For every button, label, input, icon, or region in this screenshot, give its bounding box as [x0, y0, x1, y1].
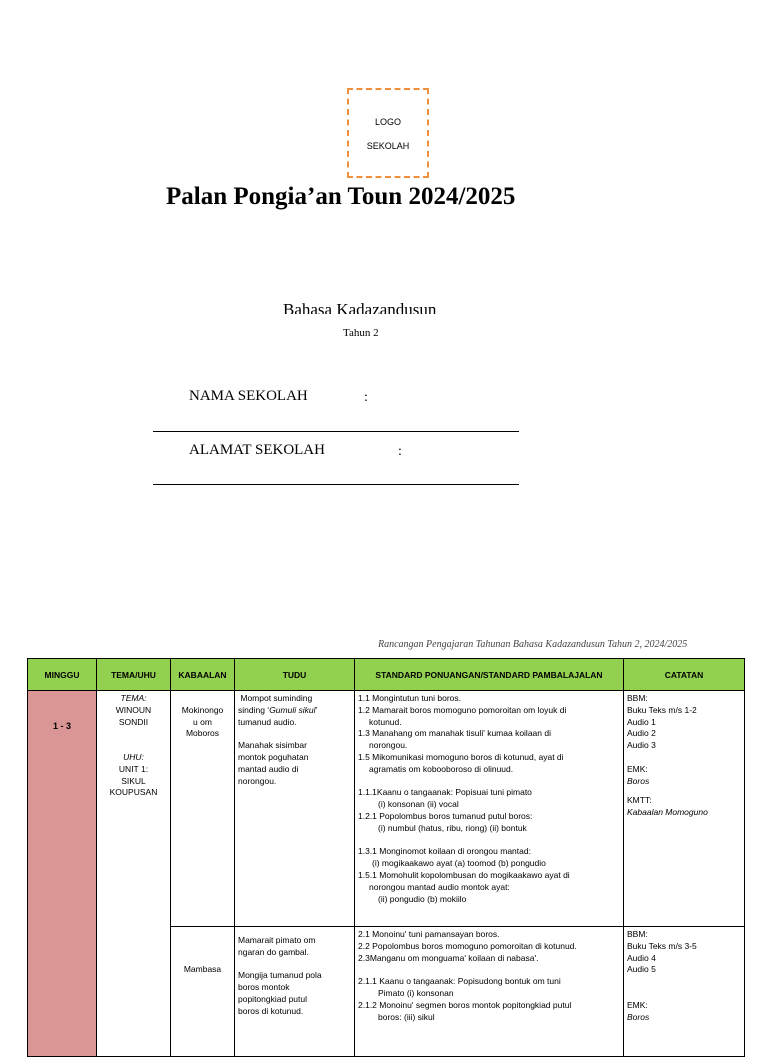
tema-label: TEMA:	[120, 693, 147, 703]
bbm-item: Audio 4	[627, 952, 656, 963]
standard-line: Pimato (i) konsonan	[378, 987, 454, 998]
emk-label: EMK:	[627, 763, 648, 774]
standard-line: 1.2 Mamarait boros momoguno pomoroitan om loyuk di	[358, 704, 567, 715]
uhu-line-2: SIKUL	[121, 775, 146, 786]
standard-line: 1.5.1 Momohulit kopolombusan do mogikaakawo ayat di	[358, 869, 570, 880]
tudu-line-4: Manahak sisimbar	[238, 740, 307, 751]
uhu-line-3: KOUPUSAN	[109, 787, 158, 798]
year-label: Tahun 2	[343, 327, 379, 339]
standard-line: 1.5 Mikomunikasi momoguno boros di kotunud, ayat di	[358, 751, 564, 762]
tudu-cell	[235, 691, 355, 927]
kabaalan-line-1: Mokinongo	[181, 704, 224, 715]
header-catatan: CATATAN	[624, 659, 745, 691]
table-caption: Rancangan Pengajaran Tahunan Bahasa Kadazandusun Tahun 2, 2024/2025	[378, 639, 688, 650]
tema-cell	[97, 691, 171, 1057]
bbm-item: Buku Teks m/s 3-5	[627, 940, 697, 951]
standard-line: 1.3.1 Monginomot koilaan di orongou mantad:	[358, 846, 531, 857]
standard-line: (ii) pongudio (b) mokiilo	[378, 893, 467, 904]
bbm-label: BBM:	[627, 929, 648, 939]
tudu-line-1: Mamarait pimato om	[238, 935, 316, 945]
kmtt-value: Kabaalan Momoguno	[627, 807, 708, 818]
school-name-colon: :	[364, 390, 368, 405]
standard-line: (i) konsonan (ii) vocal	[378, 799, 459, 810]
tudu-line-3: tumanud audio.	[238, 716, 297, 727]
school-name-label: NAMA SEKOLAH	[189, 388, 308, 404]
standard-cell	[355, 927, 624, 1057]
standard-line: kotunud.	[369, 716, 402, 727]
standard-line: (i) numbul (hatus, ribu, riong) (ii) bontuk	[378, 822, 527, 833]
uhu-label: UHU:	[123, 751, 144, 762]
tudu-line-7: norongou.	[238, 775, 277, 786]
tema-line-1: WINOUN	[115, 704, 152, 715]
kabaalan-line-3: Moboros	[185, 728, 220, 739]
school-name-line	[153, 431, 519, 432]
tudu-line-5: popitongkiad putul	[238, 993, 308, 1004]
tudu-line-4: boros montok	[238, 982, 290, 993]
table-row	[28, 691, 745, 927]
standard-line: 2.3Manganu om monguama' koilaan di nabasa'.	[358, 952, 539, 963]
standard-line: 2.1.1 Kaanu o tangaanak: Popisudong bontuk om tuni	[358, 976, 561, 987]
school-address-label: ALAMAT SEKOLAH	[189, 442, 325, 458]
tema-line-2: SONDII	[118, 716, 149, 727]
emk-value: Boros	[627, 1011, 650, 1022]
header-standard: STANDARD PONUANGAN/STANDARD PAMBALAJALAN	[355, 659, 624, 691]
standard-line: norongou.	[369, 740, 408, 751]
standard-cell	[355, 691, 624, 927]
header-minggu: MINGGU	[28, 659, 97, 691]
subject-name: Bahasa Kadazandusun	[283, 300, 437, 314]
page-title: Palan Pongia’an Toun 2024/2025	[166, 183, 516, 210]
tudu-cell	[235, 927, 355, 1057]
tudu-line-3: Mongija tumanud pola	[238, 970, 322, 981]
emk-value: Boros	[627, 775, 650, 786]
kabaalan-line-2: u om	[193, 716, 212, 727]
kabaalan-cell	[171, 691, 235, 927]
school-address-line	[153, 484, 519, 485]
uhu-line-1: UNIT 1:	[118, 763, 149, 774]
kmtt-label: KMTT:	[627, 795, 652, 806]
standard-line: 1.1 Mongintutun tuni boros.	[358, 693, 462, 703]
emk-label: EMK:	[627, 999, 648, 1010]
kabaalan-line-1: Mambasa	[183, 964, 222, 975]
standard-line: boros: (iii) sikul	[378, 1011, 435, 1022]
catatan-cell	[624, 927, 745, 1057]
school-address-colon: :	[398, 444, 402, 459]
standard-line: norongou mantad audio montok ayat:	[369, 881, 510, 892]
tudu-line-2: ngaran do gambal.	[238, 946, 309, 957]
bbm-item: Audio 3	[627, 740, 656, 751]
logo-placeholder	[347, 88, 429, 178]
header-kabaalan: KABAALAN	[171, 659, 235, 691]
header-tudu: TUDU	[235, 659, 355, 691]
tudu-line-1: Mompot suminding	[238, 693, 313, 703]
standard-line: 1.1.1Kaanu o tangaanak: Popisuai tuni pimato	[358, 787, 532, 798]
table-header-row	[28, 659, 745, 691]
tudu-line-5: montok poguhatan	[238, 751, 309, 762]
minggu-value: 1 - 3	[52, 721, 71, 731]
standard-line: (i) mogikaakawo ayat (a) toomod (b) pongudio	[372, 858, 546, 869]
standard-line: 1.2.1 Popolombus boros tumanud putul boros:	[358, 810, 533, 821]
tudu-line-2: sinding ‘Gumuli sikul’	[238, 704, 318, 715]
bbm-label: BBM:	[627, 693, 648, 703]
tudu-line-6: mantad audio di	[238, 763, 299, 774]
tudu-line-6: boros di kotunud.	[238, 1005, 304, 1016]
minggu-cell	[28, 691, 97, 1057]
standard-line: 2.2 Popolombus boros momoguno pomoroitan di kotunud.	[358, 940, 577, 951]
plan-table	[27, 658, 745, 1057]
bbm-item: Buku Teks m/s 1-2	[627, 704, 697, 715]
logo-line-2: SEKOLAH	[366, 141, 410, 151]
logo-line-1: LOGO	[374, 117, 401, 127]
bbm-item: Audio 1	[627, 716, 656, 727]
header-tema-uhu: TEMA/UHU	[97, 659, 171, 691]
bbm-item: Audio 2	[627, 728, 656, 739]
catatan-cell	[624, 691, 745, 927]
kabaalan-cell	[171, 927, 235, 1057]
standard-line: 2.1.2 Monoinu' segmen boros montok popitongkiad putul	[358, 999, 572, 1010]
standard-line: 1.3 Manahang om manahak tisuli' kumaa koilaan di	[358, 728, 551, 739]
standard-line: agramatis om kobooboroso di olinuud.	[369, 763, 514, 774]
bbm-item: Audio 5	[627, 964, 656, 975]
standard-line: 2.1 Monoinu' tuni pamansayan boros.	[358, 929, 500, 939]
